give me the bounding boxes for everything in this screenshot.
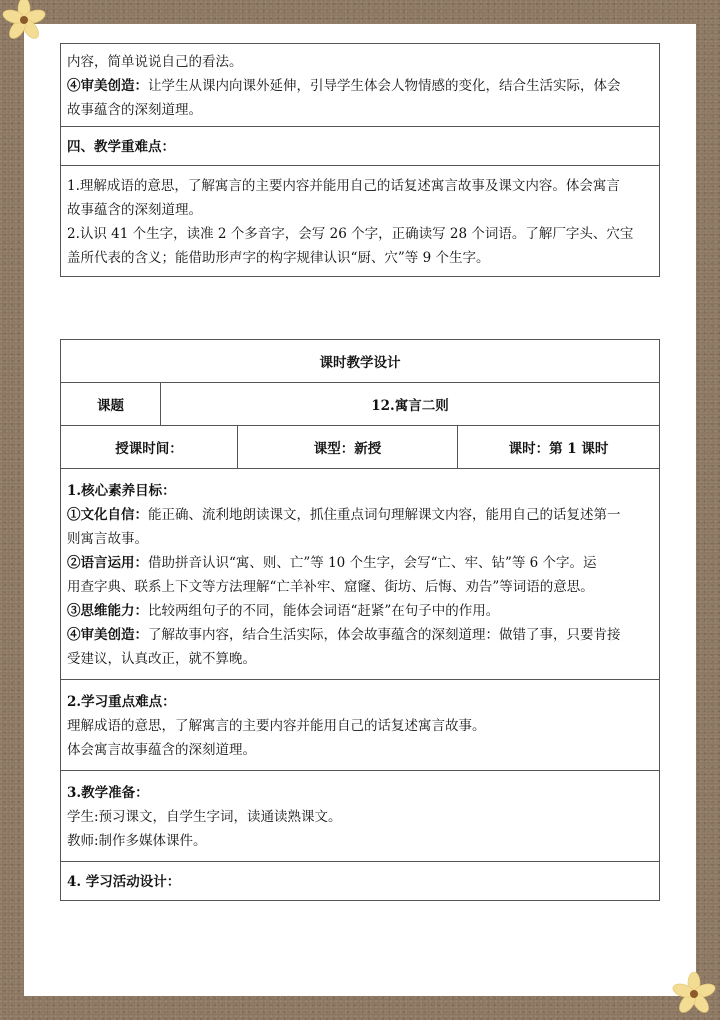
type-label: 课型：新授 (237, 426, 457, 468)
prev-goals-cell (61, 44, 659, 127)
prev-goal-4 (67, 74, 653, 98)
activity-cell (61, 862, 659, 900)
goal-3 (67, 599, 653, 623)
prev-section-title: 四、教学重难点： (67, 139, 175, 155)
preparation-cell (61, 771, 659, 862)
prev-key-points-cell (61, 166, 659, 276)
preparation-student: 学生:预习课文，自学生字词，读通读熟课文。 (67, 809, 342, 825)
prev-point-1-line1: 1.理解成语的意思，了解寓言的主要内容并能用自己的话复述寓言故事及课文内容。体会寓言 (67, 178, 620, 194)
core-goals-title: 1.核心素养目标： (67, 483, 176, 499)
key-points-title: 2.学习重点难点： (67, 694, 176, 710)
topic-label: 课题 (97, 398, 124, 414)
prev-goal-4-text-cont: 故事蕴含的深刻道理。 (67, 102, 202, 118)
prev-point-2-line1: 2.认识 41 个生字，读准 2 个多音字，会写 26 个字，正确读写 28 个词语。了解厂字头、穴宝 (67, 226, 634, 242)
preparation-teacher: 教师:制作多媒体课件。 (67, 833, 207, 849)
table-title: 课时教学设计 (319, 355, 401, 371)
key-points-cell (61, 680, 659, 771)
goal-2-text: 借助拼音认识“寓、则、亡”等 10 个生字，会写“亡、牢、钻”等 6 个字。运 (148, 555, 597, 571)
goal-2-label: ②语言运用： (67, 555, 148, 571)
preparation-title: 3.教学准备： (67, 785, 149, 801)
goal-4-label: ④审美创造： (67, 627, 148, 643)
key-point-line2: 体会寓言故事蕴含的深刻道理。 (67, 742, 256, 758)
period-label: 课时：第 1 课时 (457, 426, 659, 468)
prev-point-1-line2: 故事蕴含的深刻道理。 (67, 202, 202, 218)
flower-decoration-icon (0, 0, 50, 50)
goal-2-text-cont: 用查字典、联系上下文等方法理解“亡羊补牢、窟窿、街坊、后悔、劝告”等词语的意思。 (67, 579, 594, 595)
goal-1-label: ①文化自信： (67, 507, 148, 523)
goal-3-label: ③思维能力： (67, 603, 148, 619)
prev-section-heading-cell (61, 127, 659, 166)
goal-1 (67, 503, 653, 527)
prev-point-2-line2: 盖所代表的含义；能借助形声字的构字规律认识“厨、穴”等 9 个生字。 (67, 250, 490, 266)
goal-4-text: 了解故事内容，结合生活实际，体会故事蕴含的深刻道理：做错了事，只要肯接 (148, 627, 621, 643)
goal-2 (67, 551, 653, 575)
prev-continuation-text: 内容，简单说说自己的看法。 (67, 54, 243, 70)
prev-section-table (60, 43, 660, 277)
table-title-row (61, 340, 659, 383)
schedule-row (61, 426, 659, 469)
goal-1-text-cont: 则寓言故事。 (67, 531, 148, 547)
goal-4 (67, 623, 653, 647)
flower-decoration-icon (670, 970, 720, 1020)
activity-title: 4. 学习活动设计： (67, 874, 181, 890)
topic-row (61, 383, 659, 426)
key-point-line1: 理解成语的意思，了解寓言的主要内容并能用自己的话复述寓言故事。 (67, 718, 486, 734)
lesson-design-table (60, 339, 660, 901)
prev-goal-4-text: 让学生从课内向课外延伸，引导学生体会人物情感的变化，结合生活实际，体会 (148, 78, 621, 94)
time-label: 授课时间： (115, 441, 183, 457)
core-goals-cell (61, 469, 659, 680)
prev-goal-4-label: ④审美创造： (67, 78, 148, 94)
topic-value: 12.寓言二则 (160, 383, 659, 425)
goal-4-text-cont: 受建议，认真改正，就不算晚。 (67, 651, 256, 667)
goal-3-text: 比较两组句子的不同，能体会词语“赶紧”在句子中的作用。 (148, 603, 500, 619)
goal-1-text: 能正确、流利地朗读课文，抓住重点词句理解课文内容，能用自己的话复述第一 (148, 507, 621, 523)
